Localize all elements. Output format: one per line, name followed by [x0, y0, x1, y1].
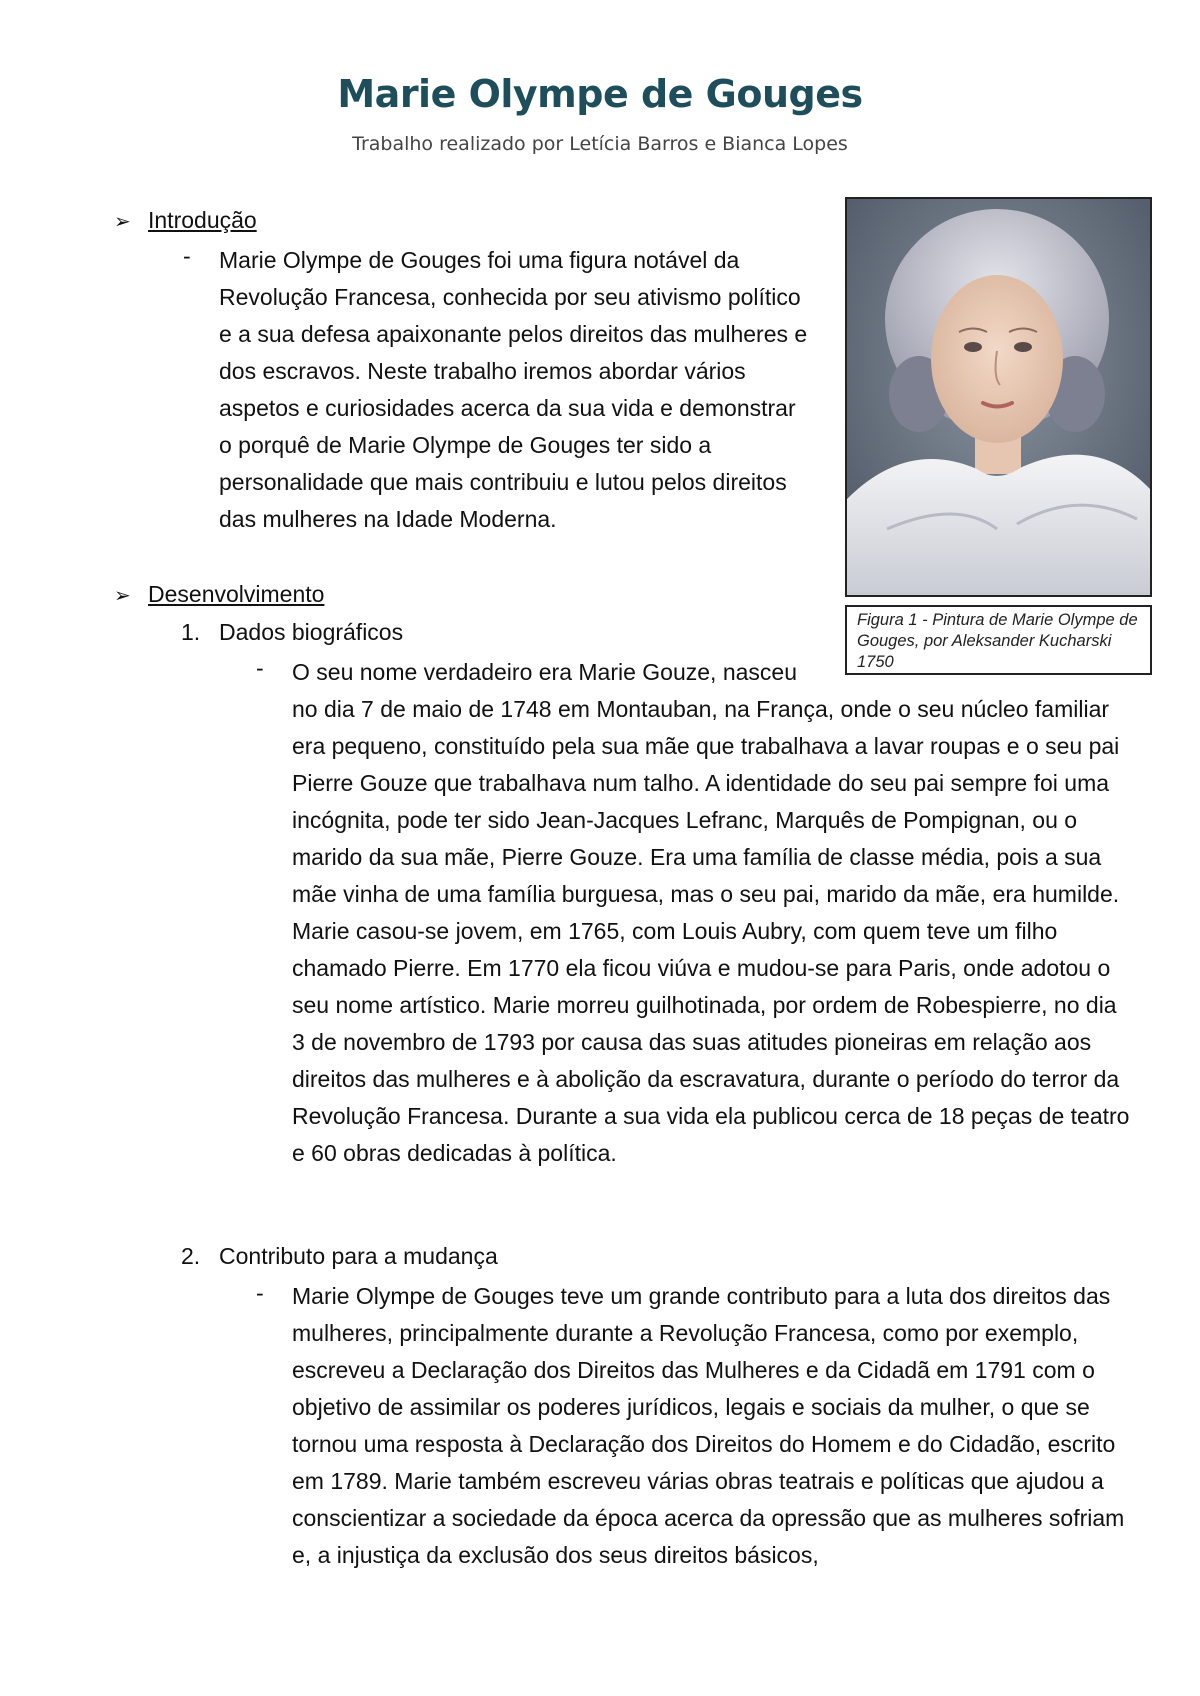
- section-heading-intro: [114, 207, 257, 234]
- biography-paragraph-first-line: O seu nome verdadeiro era Marie Gouze, nasceu: [292, 659, 797, 685]
- arrowhead-bullet-icon: ➢: [114, 211, 131, 233]
- portrait-image: [845, 197, 1152, 597]
- section-heading-development: [114, 581, 324, 608]
- intro-paragraph: Marie Olympe de Gouges foi uma figura notável da Revolução Francesa, conhecida por seu ativismo político e a sua defesa apaixonante pelos direitos das mulheres e dos escravos. Neste trabalho iremos abordar vários aspetos e curiosidades acerca da sua vida e demonstrar o porquê de Marie Olympe de Gouges ter sido a personalidade que mais contribuiu e lutou pelos direitos das mulheres na Idade Moderna.: [219, 247, 808, 532]
- section-heading-label: Desenvolvimento: [148, 581, 325, 607]
- dash-bullet-icon: -: [256, 655, 264, 681]
- list-number: 2.: [181, 1243, 201, 1269]
- contribution-paragraph: Marie Olympe de Gouges teve um grande contributo para a luta dos direitos das mulheres, principalmente durante a Revolução Francesa, como por exemplo, escreveu a Declaração dos Direitos das Mulheres e da Cidadã em 1791 com o objetivo de assimilar os poderes jurídicos, legais e sociais da mulher, o que se tornou uma resposta à Declaração dos Direitos do Homem e do Cidadão, escrito em 1789. Marie também escreveu várias obras teatrais e políticas que ajudou a conscientizar a sociedade da época acerca da opressão que as mulheres sofriam e, a injustiça da exclusão dos seus direitos básicos,: [292, 1283, 1125, 1568]
- page-title: Marie Olympe de Gouges: [337, 72, 863, 116]
- list-number: 1.: [181, 619, 201, 645]
- section-heading-label: Introdução: [148, 207, 257, 233]
- dash-bullet-icon: -: [256, 1280, 264, 1306]
- subsection-title-contribution: Contributo para a mudança: [219, 1243, 498, 1269]
- page-subtitle: Trabalho realizado por Letícia Barros e Bianca Lopes: [352, 133, 848, 155]
- subsection-title-biography: Dados biográficos: [219, 619, 404, 645]
- dash-bullet-icon: -: [183, 243, 191, 269]
- figure-caption: Figura 1 - Pintura de Marie Olympe de Gouges, por Aleksander Kucharski 1750: [845, 605, 1152, 675]
- portrait-painting: [847, 199, 1150, 595]
- arrowhead-bullet-icon: ➢: [114, 585, 131, 607]
- biography-paragraph: no dia 7 de maio de 1748 em Montauban, na França, onde o seu núcleo familiar era pequeno, constituído pela sua mãe que trabalhava a lavar roupas e o seu pai Pierre Gouze que trabalhava num talho. A identidade do seu pai sempre foi uma incógnita, pode ter sido Jean-Jacques Lefranc, Marquês de Pompignan, ou o marido da sua mãe, Pierre Gouze. Era uma família de classe média, pois a sua mãe vinha de uma família burguesa, mas o seu pai, marido da mãe, era humilde. Marie casou-se jovem, em 1765, com Louis Aubry, com quem teve um filho chamado Pierre. Em 1770 ela ficou viúva e mudou-se para Paris, onde adotou o seu nome artístico. Marie morreu guilhotinada, por ordem de Robespierre, no dia 3 de novembro de 1793 por causa das suas atitudes pioneiras em relação aos direitos das mulheres e à abolição da escravatura, durante o período do terror da Revolução Francesa. Durante a sua vida ela publicou cerca de 18 peças de teatro e 60 obras dedicadas à política.: [292, 696, 1130, 1166]
